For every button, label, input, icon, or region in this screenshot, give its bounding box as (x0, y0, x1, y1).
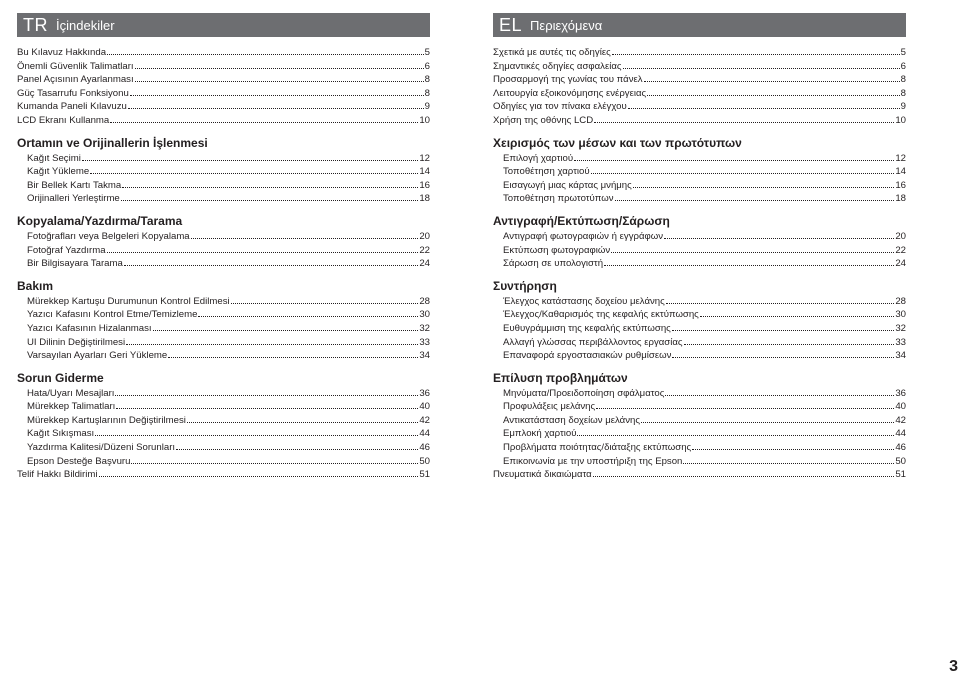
toc-entry-title: Kumanda Paneli Kılavuzu (17, 101, 127, 113)
toc-entry-title: Epson Desteğe Başvuru (27, 455, 131, 467)
toc-entry[interactable] (17, 45, 430, 59)
toc-entry[interactable] (493, 229, 906, 243)
toc-entry-page: 18 (419, 193, 430, 205)
toc-entry-page: 22 (895, 244, 906, 256)
page-number: 3 (949, 658, 958, 675)
toc-entry[interactable] (17, 294, 430, 308)
toc-entry[interactable] (493, 72, 906, 86)
toc-entry[interactable] (493, 86, 906, 100)
toc-entry-title: Προβλήματα ποιότητας/διάταξης εκτύπωσης (503, 442, 692, 454)
dot-leader (574, 151, 894, 161)
toc-entry[interactable] (17, 307, 430, 321)
toc-entry-title: Αντικατάσταση δοχείων μελάνης (503, 414, 640, 426)
toc-entry[interactable] (493, 399, 906, 413)
toc-entry-title: Fotoğraf Yazdırma (27, 244, 106, 256)
toc-entry-title: Επιλογή χαρτιού (503, 152, 574, 164)
toc-entry-title: Τοποθέτηση χαρτιού (503, 166, 590, 178)
toc-entry-page: 8 (424, 87, 430, 99)
toc-entry-page: 5 (424, 47, 430, 58)
dot-leader (176, 440, 418, 450)
dot-leader (187, 413, 418, 423)
dot-leader (131, 454, 418, 464)
toc-entry-title: Yazıcı Kafasını Kontrol Etme/Temizleme (27, 309, 198, 321)
toc-section-heading[interactable]: Ortamın ve Orijinallerin İşlenmesi (17, 135, 208, 150)
dot-leader (665, 386, 894, 396)
toc-entry-page: 8 (900, 74, 906, 86)
toc-entry-title: UI Dilinin Değiştirilmesi (27, 336, 126, 348)
toc-entry-page: 46 (895, 442, 906, 454)
toc-entry-title: Σχετικά με αυτές τις οδηγίες (493, 47, 611, 58)
toc-entry-title: Telif Hakkı Bildirimi (17, 469, 98, 481)
toc-entry-title: Bir Bilgisayara Tarama (27, 258, 123, 270)
toc-entry[interactable] (493, 113, 906, 127)
toc-entry[interactable] (493, 256, 906, 270)
dot-leader (611, 243, 894, 253)
toc-entry[interactable] (493, 321, 906, 335)
toc-entry-title: Bu Kılavuz Hakkında (17, 47, 107, 58)
toc-entry-page: 51 (895, 469, 906, 481)
dot-leader (82, 151, 418, 161)
toc-entry-title: Mürekkep Kartuşu Durumunun Kontrol Edilmesi (27, 295, 230, 307)
toc-section (17, 278, 430, 362)
toc-entry-title: Hata/Uyarı Mesajları (27, 387, 115, 399)
dot-leader (672, 348, 894, 358)
toc-entry-title: Προσαρμογή της γωνίας του πάνελ (493, 74, 643, 86)
toc-entry-title: Mürekkep Kartuşlarının Değiştirilmesi (27, 414, 186, 426)
toc-entry-title: Kağıt Yükleme (27, 166, 90, 178)
toc-entry-page: 40 (419, 401, 430, 413)
toc-entry[interactable] (17, 467, 430, 481)
toc-entry[interactable] (17, 229, 430, 243)
toc-entry[interactable] (17, 386, 430, 400)
toc-entry-title: Orijinalleri Yerleştirme (27, 193, 120, 205)
toc-entry-title: Bir Bellek Kartı Takma (27, 179, 122, 191)
dot-leader (593, 467, 895, 477)
toc-entry-title: Εμπλοκή χαρτιού (503, 428, 577, 440)
toc-entry-page: 46 (419, 442, 430, 454)
toc-entry[interactable] (17, 243, 430, 257)
toc-entry-page: 22 (419, 244, 430, 256)
dot-leader (633, 178, 895, 188)
toc-section (493, 213, 906, 270)
toc-section (493, 135, 906, 205)
toc-entry[interactable] (493, 164, 906, 178)
toc-entry-title: LCD Ekranı Kullanma (17, 114, 110, 126)
toc-entry[interactable] (493, 99, 906, 113)
dot-leader (692, 440, 894, 450)
dot-leader (115, 386, 418, 396)
dot-leader (128, 99, 424, 109)
toc-banner (17, 13, 430, 37)
dot-leader (124, 256, 419, 266)
dot-leader (95, 426, 418, 436)
toc-entry[interactable] (17, 99, 430, 113)
toc-entry-page: 42 (895, 414, 906, 426)
toc-entry-page: 6 (424, 60, 430, 72)
toc-entry[interactable] (17, 113, 430, 127)
dot-leader (99, 467, 419, 477)
dot-leader (612, 45, 900, 55)
toc-body (493, 45, 906, 481)
toc-entry-page: 12 (419, 152, 430, 164)
toc-entry[interactable] (493, 426, 906, 440)
dot-leader (641, 413, 894, 423)
toc-entry-page: 14 (419, 166, 430, 178)
toc-entry[interactable] (17, 178, 430, 192)
toc-entry-page: 8 (900, 87, 906, 99)
toc-entry-page: 9 (900, 101, 906, 113)
dot-leader (110, 113, 418, 123)
toc-entry-page: 20 (419, 230, 430, 242)
toc-entry-title: Σάρωση σε υπολογιστή (503, 258, 604, 270)
dot-leader (672, 321, 895, 331)
toc-entry[interactable] (17, 72, 430, 86)
toc-entry[interactable] (17, 256, 430, 270)
dot-leader (623, 59, 900, 69)
toc-entry-page: 16 (419, 179, 430, 191)
dot-leader (594, 113, 894, 123)
toc-entry-title: Güç Tasarrufu Fonksiyonu (17, 87, 129, 99)
toc-entry-page: 24 (895, 258, 906, 270)
toc-entry[interactable] (493, 335, 906, 349)
dot-leader (644, 72, 900, 82)
toc-body (17, 45, 430, 481)
toc-entry-title: Πνευματικά δικαιώματα (493, 469, 592, 481)
toc-entry-title: Εισαγωγή μιας κάρτας μνήμης (503, 179, 632, 191)
toc-title: Περιεχόμενα (530, 17, 603, 33)
toc-entry-page: 24 (419, 258, 430, 270)
toc-entry[interactable] (493, 413, 906, 427)
toc-entry[interactable] (17, 348, 430, 362)
toc-entry-title: Panel Açısının Ayarlanması (17, 74, 134, 86)
toc-entry-page: 36 (419, 387, 430, 399)
toc-entry[interactable] (17, 191, 430, 205)
toc-entry-page: 6 (900, 60, 906, 72)
toc-entry-page: 10 (419, 114, 430, 126)
toc-entry-title: Έλεγχος κατάστασης δοχείου μελάνης (503, 295, 665, 307)
toc-entry-title: Kağıt Seçimi (27, 152, 81, 164)
toc-entry-page: 33 (419, 336, 430, 348)
toc-entry[interactable] (493, 294, 906, 308)
toc-entry-title: Αντιγραφή φωτογραφιών ή εγγράφων (503, 230, 664, 242)
toc-section-heading[interactable]: Sorun Giderme (17, 370, 104, 385)
toc-entry-page: 9 (424, 101, 430, 113)
toc-entry[interactable] (17, 86, 430, 100)
dot-leader (628, 99, 900, 109)
toc-section (493, 278, 906, 362)
dot-leader (198, 307, 418, 317)
dot-leader (122, 178, 418, 188)
toc-entry-page: 10 (895, 114, 906, 126)
toc-entry-page: 30 (419, 309, 430, 321)
dot-leader (615, 191, 895, 201)
toc-entry-title: Fotoğrafları veya Belgeleri Kopyalama (27, 230, 190, 242)
toc-entry-page: 40 (895, 401, 906, 413)
toc-entry-page: 36 (895, 387, 906, 399)
toc-entry-title: Önemli Güvenlik Talimatları (17, 60, 134, 72)
toc-entry-title: Varsayılan Ayarları Geri Yükleme (27, 350, 168, 362)
toc-entry-title: Οδηγίες για τον πίνακα ελέγχου (493, 101, 627, 113)
toc-intro-list (17, 45, 430, 127)
toc-entry-page: 16 (895, 179, 906, 191)
dot-leader (153, 321, 419, 331)
dot-leader (591, 164, 895, 174)
toc-section-heading[interactable]: Χειρισμός των μέσων και των πρωτότυπων (493, 135, 742, 150)
toc-entry-title: Χρήση της οθόνης LCD (493, 114, 594, 126)
toc-section (17, 135, 430, 205)
toc-section (17, 370, 430, 468)
toc-entry-page: 20 (895, 230, 906, 242)
language-code: EL (499, 14, 523, 35)
dot-leader (168, 348, 418, 358)
toc-intro-list (493, 45, 906, 127)
toc-entry-page: 8 (424, 74, 430, 86)
dot-leader (647, 86, 899, 96)
dot-leader (135, 59, 424, 69)
dot-leader (664, 229, 894, 239)
dot-leader (107, 243, 419, 253)
dot-leader (596, 399, 894, 409)
dot-leader (107, 45, 424, 55)
toc-section-heading[interactable]: Συντήρηση (493, 278, 557, 293)
toc-entry[interactable] (17, 413, 430, 427)
toc-banner (493, 13, 906, 37)
toc-entry-page: 32 (419, 322, 430, 334)
toc-entry-page: 14 (895, 166, 906, 178)
toc-entry-title: Kağıt Sıkışması (27, 428, 95, 440)
dot-leader (231, 294, 419, 304)
language-code: TR (23, 14, 48, 35)
toc-entry[interactable] (17, 454, 430, 468)
toc-entry[interactable] (493, 243, 906, 257)
dot-leader (700, 307, 895, 317)
toc-entry-page: 44 (895, 428, 906, 440)
toc-entry-page: 30 (895, 309, 906, 321)
toc-entry[interactable] (17, 426, 430, 440)
toc-section (17, 213, 430, 270)
toc-entry-page: 5 (900, 47, 906, 58)
toc-entry-page: 28 (895, 295, 906, 307)
dot-leader (191, 229, 419, 239)
toc-entry[interactable] (493, 440, 906, 454)
dot-leader (90, 164, 418, 174)
toc-entry[interactable] (493, 454, 906, 468)
toc-entry[interactable] (17, 164, 430, 178)
toc-entry-page: 32 (895, 322, 906, 334)
toc-entry[interactable] (493, 348, 906, 362)
toc-entry-page: 50 (419, 455, 430, 467)
toc-entry-title: Mürekkep Talimatları (27, 401, 116, 413)
toc-entry-page: 28 (419, 295, 430, 307)
toc-entry[interactable] (493, 467, 906, 481)
toc-section-heading[interactable]: Kopyalama/Yazdırma/Tarama (17, 213, 183, 228)
toc-entry[interactable] (17, 59, 430, 73)
toc-entry[interactable] (493, 178, 906, 192)
toc-title: İçindekiler (56, 17, 115, 33)
toc-entry-page: 42 (419, 414, 430, 426)
toc-entry-page: 44 (419, 428, 430, 440)
toc-entry-title: Εκτύπωση φωτογραφιών (503, 244, 611, 256)
dot-leader (604, 256, 894, 266)
dot-leader (683, 454, 894, 464)
toc-entry[interactable] (493, 45, 906, 59)
toc-entry[interactable] (17, 151, 430, 165)
toc-entry-title: Τοποθέτηση πρωτοτύπων (503, 193, 614, 205)
toc-entry-title: Ευθυγράμμιση της κεφαλής εκτύπωσης (503, 322, 671, 334)
toc-entry-title: Έλεγχος/Καθαρισμός της κεφαλής εκτύπωσης (503, 309, 699, 321)
toc-section-heading[interactable]: Αντιγραφή/Εκτύπωση/Σάρωση (493, 213, 670, 228)
toc-entry-title: Επικοινωνία με την υποστήριξη της Epson (503, 455, 683, 467)
toc-entry[interactable] (17, 399, 430, 413)
toc-entry-page: 12 (895, 152, 906, 164)
toc-entry[interactable] (493, 151, 906, 165)
toc-entry-title: Λειτουργία εξοικονόμησης ενέργειας (493, 87, 647, 99)
toc-entry-page: 34 (895, 350, 906, 362)
toc-entry-title: Σημαντικές οδηγίες ασφαλείας (493, 60, 622, 72)
toc-section-heading[interactable]: Επίλυση προβλημάτων (493, 370, 628, 385)
toc-entry[interactable] (17, 440, 430, 454)
toc-entry-title: Προφυλάξεις μελάνης (503, 401, 596, 413)
dot-leader (121, 191, 419, 201)
dot-leader (666, 294, 895, 304)
toc-entry-title: Αλλαγή γλώσσας περιβάλλοντος εργασίας (503, 336, 683, 348)
toc-entry-title: Επαναφορά εργοστασιακών ρυθμίσεων (503, 350, 672, 362)
toc-column-greek (493, 13, 906, 481)
dot-leader (577, 426, 894, 436)
toc-entry-page: 50 (895, 455, 906, 467)
toc-entry[interactable] (493, 191, 906, 205)
toc-entry-title: Μηνύματα/Προειδοποίηση σφάλματος (503, 387, 665, 399)
toc-entry-page: 18 (895, 193, 906, 205)
dot-leader (126, 335, 418, 345)
toc-entry-title: Yazdırma Kalitesi/Düzeni Sorunları (27, 442, 176, 454)
dot-leader (116, 399, 418, 409)
toc-entry[interactable] (493, 386, 906, 400)
toc-entry[interactable] (493, 307, 906, 321)
toc-entry-page: 51 (419, 469, 430, 481)
dot-leader (684, 335, 895, 345)
toc-entry-title: Yazıcı Kafasının Hizalanması (27, 322, 152, 334)
toc-entry[interactable] (493, 59, 906, 73)
toc-section-heading[interactable]: Bakım (17, 278, 54, 293)
toc-column-turkish (17, 13, 430, 481)
dot-leader (130, 86, 424, 96)
dot-leader (135, 72, 424, 82)
toc-entry-page: 34 (419, 350, 430, 362)
toc-entry-page: 33 (895, 336, 906, 348)
toc-entry[interactable] (17, 321, 430, 335)
toc-section (493, 370, 906, 468)
toc-entry[interactable] (17, 335, 430, 349)
